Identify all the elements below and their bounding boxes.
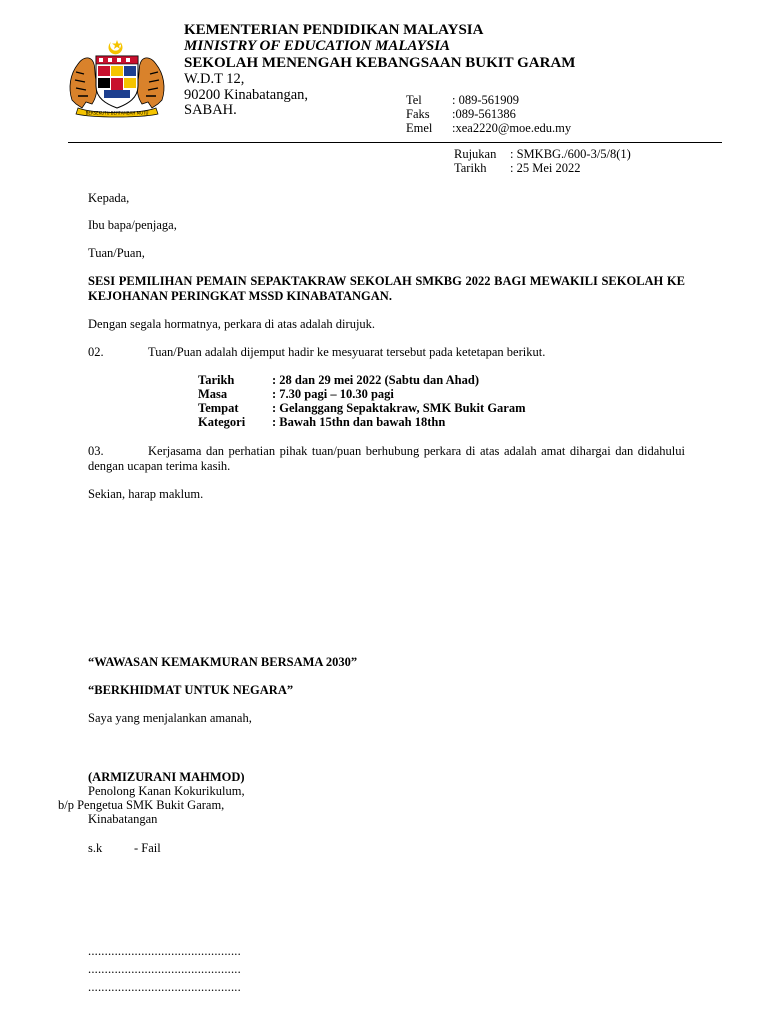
slogan-wawasan: “WAWASAN KEMAKMURAN BERSAMA 2030” [88,655,358,669]
salutation: Tuan/Puan, [88,246,145,260]
recipient-to: Kepada, [88,191,130,205]
detail-label-time: Masa [198,387,228,401]
detail-value-time: : 7.30 pagi – 10.30 pagi [272,387,394,401]
dotted-line-2: .............................................. [88,962,241,976]
signatory-on-behalf: b/p Pengetua SMK Bukit Garam, [58,798,225,812]
signatory-name: (ARMIZURANI MAHMOD) [88,770,245,784]
contact-value-tel: : 089-561909 [452,93,520,107]
detail-value-date: : 28 dan 29 mei 2022 (Sabtu dan Ahad) [272,373,479,387]
closing-line: Sekian, harap maklum. [88,487,204,501]
recipient-parents: Ibu bapa/penjaga, [88,218,177,232]
dotted-line-1: .............................................. [88,944,241,958]
paragraph-text: Kerjasama dan perhatian pihak tuan/puan berhubung perkara di atas adalah amat dihargai dan didahului dengan ucapan terima kasih. [88,444,685,473]
signatory-title: Penolong Kanan Kokurikulum, [88,784,245,798]
contact-label-email: Emel [406,121,433,135]
detail-label-venue: Tempat [198,401,239,415]
slogan-berkhidmat: “BERKHIDMAT UNTUK NEGARA” [88,683,294,697]
paragraph-02 [88,345,685,360]
paragraph-number: 03. [88,444,104,458]
paragraph-text: Tuan/Puan adalah dijemput hadir ke mesyuarat tersebut pada ketetapan berikut. [148,345,546,359]
letterhead-divider [68,142,722,143]
paragraph-03 [88,444,685,473]
reference-label: Rujukan [454,147,497,161]
reference-value: : SMKBG./600-3/5/8(1) [510,147,631,161]
address-line-2: 90200 Kinabatangan, [184,87,309,103]
letter-subject: SESI PEMILIHAN PEMAIN SEPAKTAKRAW SEKOLAH SMKBG 2022 BAGI MEWAKILI SEKOLAH KE KEJOHANAN PERINGKAT MSSD KINABATANGAN. [88,274,685,303]
contact-value-email[interactable]: :xea2220@moe.edu.my [452,121,572,135]
detail-label-category: Kategori [198,415,246,429]
cc-label: s.k [88,841,103,855]
paragraph-number: 02. [88,345,104,359]
date-value: : 25 Mei 2022 [510,161,581,175]
contact-value-fax: :089-561386 [452,107,516,121]
contact-label-fax: Faks [406,107,430,121]
address-line-1: W.D.T 12, [184,71,245,87]
ministry-name-english: MINISTRY OF EDUCATION MALAYSIA [184,38,451,54]
address-line-3: SABAH. [184,102,237,118]
signatory-place: Kinabatangan [88,812,158,826]
cc-value: - Fail [134,841,161,855]
ministry-name-malay: KEMENTERIAN PENDIDIKAN MALAYSIA [184,22,484,38]
school-name: SEKOLAH MENENGAH KEBANGSAAN BUKIT GARAM [184,55,576,71]
detail-label-date: Tarikh [198,373,235,387]
sign-off: Saya yang menjalankan amanah, [88,711,252,725]
detail-value-venue: : Gelanggang Sepaktakraw, SMK Bukit Garam [272,401,526,415]
contact-label-tel: Tel [406,93,422,107]
detail-value-category: : Bawah 15thn dan bawah 18thn [272,415,446,429]
dotted-line-3: .............................................. [88,980,241,994]
intro-paragraph: Dengan segala hormatnya, perkara di atas adalah dirujuk. [88,317,376,331]
malaysia-coat-of-arms-icon [64,38,170,118]
svg-text:BERSEKUTU BERTAMBAH MUTU: BERSEKUTU BERTAMBAH MUTU [85,110,149,116]
date-label: Tarikh [454,161,487,175]
